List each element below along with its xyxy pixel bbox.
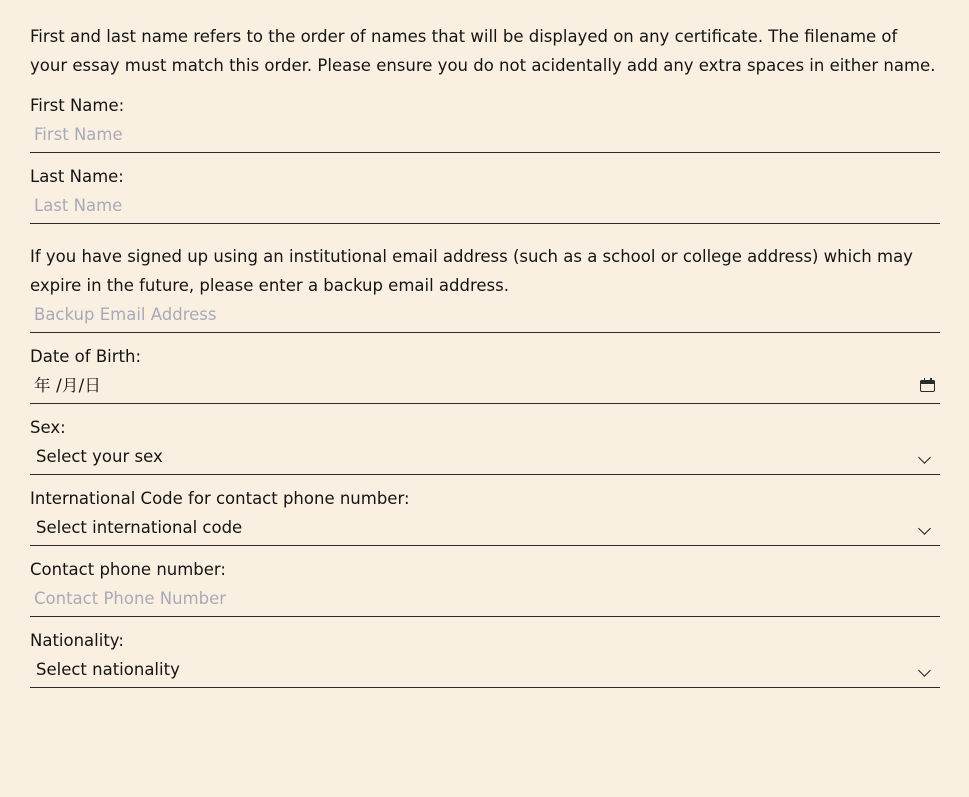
last-name-field-block (30, 165, 939, 224)
international-code-label: International Code for contact phone number: (30, 488, 410, 508)
chevron-down-icon (919, 453, 932, 461)
sex-selected-value: Select your sex (36, 446, 163, 466)
backup-email-instructions: If you have signed up using an institutional email address (such as a school or college address) which may expire in the future, please enter a backup email address. (30, 246, 913, 295)
contact-phone-label: Contact phone number: (30, 559, 226, 579)
date-of-birth-label: Date of Birth: (30, 346, 142, 366)
backup-email-input[interactable] (30, 302, 940, 333)
calendar-icon[interactable] (920, 378, 936, 393)
nationality-label: Nationality: (30, 630, 124, 650)
backup-email-field-block (30, 302, 939, 333)
last-name-input[interactable] (30, 193, 940, 224)
chevron-down-icon (919, 524, 932, 532)
contact-phone-input[interactable] (30, 586, 940, 617)
date-of-birth-field-block (30, 345, 939, 404)
nationality-field-block (30, 629, 939, 688)
first-name-field-block (30, 94, 939, 153)
sex-select[interactable] (30, 444, 940, 475)
nationality-selected-value: Select nationality (36, 659, 180, 679)
registration-form (0, 17, 969, 688)
sex-label: Sex: (30, 417, 66, 437)
contact-phone-field-block (30, 558, 939, 617)
international-code-field-block (30, 487, 939, 546)
sex-field-block (30, 416, 939, 475)
last-name-label: Last Name: (30, 166, 124, 186)
date-of-birth-input[interactable] (30, 373, 940, 404)
first-name-label: First Name: (30, 95, 125, 115)
international-code-selected-value: Select international code (36, 517, 243, 537)
international-code-select[interactable] (30, 515, 940, 546)
date-of-birth-value: 年 /月/日 (34, 375, 102, 395)
first-name-input[interactable] (30, 122, 940, 153)
name-order-instructions: First and last name refers to the order of names that will be displayed on any certificate. The filename of your essay must match this order. Please ensure you do not acidentally add any extra spaces in either name. (30, 26, 936, 75)
nationality-select[interactable] (30, 657, 940, 688)
chevron-down-icon (919, 666, 932, 674)
